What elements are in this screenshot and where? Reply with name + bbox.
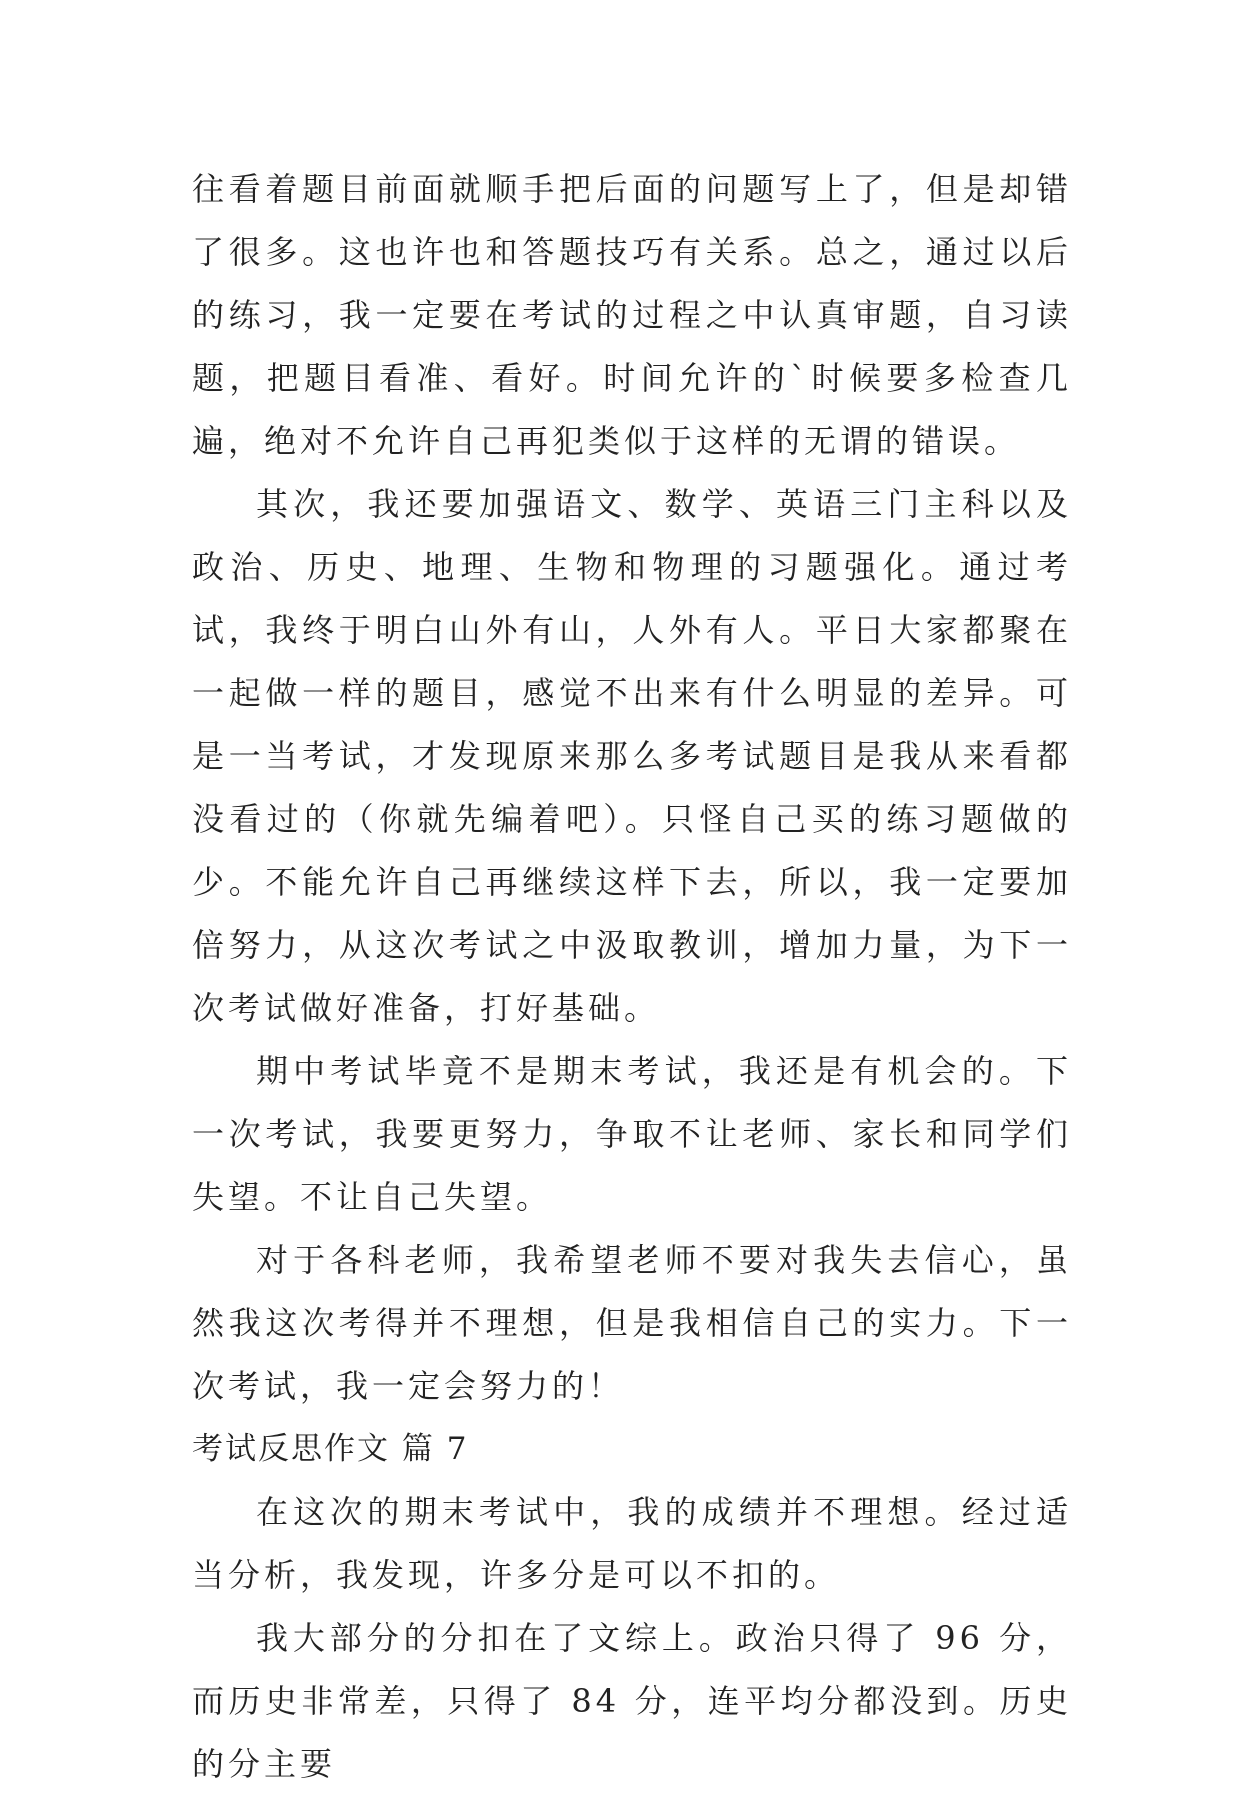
paragraph: 其次，我还要加强语文、数学、英语三门主科以及政治、历史、地理、生物和物理的习题强化。通过考试，我终于明白山外有山，人外有人。平日大家都聚在一起做一样的题目，感觉不出来有什么明显的差异。可是一当考试，才发现原来那么多考试题目是我从来看都没看过的（你就先编着吧）。只怪自己买的练习题做的少。不能允许自己再继续这样下去，所以，我一定要加倍努力，从这次考试之中汲取教训，增加力量，为下一次考试做好准备，打好基础。 (192, 485, 1072, 1027)
section-heading: 考试反思作文 篇 7 (192, 1431, 469, 1467)
paragraph: 我大部分的分扣在了文综上。政治只得了 96 分，而历史非常差，只得了 84 分，连平均分都没到。历史的分主要 (192, 1619, 1072, 1783)
document-body (192, 158, 1072, 1796)
paragraph: 期中考试毕竟不是期末考试，我还是有机会的。下一次考试，我要更努力，争取不让老师、家长和同学们失望。不让自己失望。 (192, 1052, 1072, 1216)
paragraph: 在这次的期末考试中，我的成绩并不理想。经过适当分析，我发现，许多分是可以不扣的。 (192, 1493, 1072, 1594)
paragraph: 对于各科老师，我希望老师不要对我失去信心，虽然我这次考得并不理想，但是我相信自己的实力。下一次考试，我一定会努力的！ (192, 1241, 1072, 1405)
paragraph: 往看着题目前面就顺手把后面的问题写上了，但是却错了很多。这也许也和答题技巧有关系。总之，通过以后的练习，我一定要在考试的过程之中认真审题，自习读题，把题目看准、看好。时间允许的`时候要多检查几遍，绝对不允许自己再犯类似于这样的无谓的错误。 (192, 170, 1072, 460)
